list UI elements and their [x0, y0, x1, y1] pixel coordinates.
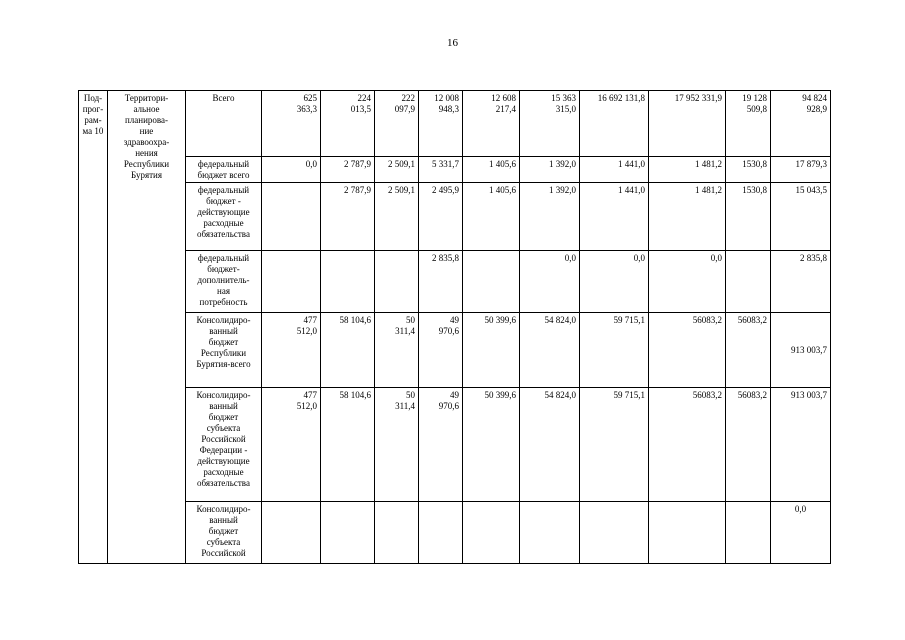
- value-cell: [726, 502, 771, 564]
- value-cell: 222 097,9: [375, 91, 419, 157]
- row-category: Консолидиро- ванный бюджет Республики Бурятия-всего: [186, 313, 262, 388]
- value-cell: [649, 502, 726, 564]
- value-cell: 49 970,6: [419, 313, 463, 388]
- budget-table: [78, 90, 831, 564]
- value-cell: 2 495,9: [419, 183, 463, 251]
- value-cell: 477 512,0: [262, 388, 321, 502]
- value-cell: 2 835,8: [419, 251, 463, 313]
- value-cell: 12 008 948,3: [419, 91, 463, 157]
- subprogram-name-cell: Территори- альное планирова- ние здравоохра- нения Республики Бурятия: [108, 91, 186, 564]
- value-cell: [726, 251, 771, 313]
- value-cell: 0,0: [580, 251, 649, 313]
- value-cell: 16 692 131,8: [580, 91, 649, 157]
- value-cell: [520, 502, 580, 564]
- value-cell: 1 481,2: [649, 183, 726, 251]
- value-cell: 1 392,0: [520, 157, 580, 183]
- value-cell: 1 441,0: [580, 183, 649, 251]
- value-cell: 50 311,4: [375, 313, 419, 388]
- value-cell: [463, 251, 520, 313]
- value-cell: [321, 502, 375, 564]
- value-cell: [375, 251, 419, 313]
- value-cell: [375, 502, 419, 564]
- value-cell: 1 405,6: [463, 183, 520, 251]
- value-cell: [321, 251, 375, 313]
- value-cell: 1 441,0: [580, 157, 649, 183]
- value-cell: [262, 251, 321, 313]
- table-row: [79, 388, 831, 502]
- value-cell: 50 311,4: [375, 388, 419, 502]
- table-row: [79, 502, 831, 564]
- value-cell: 0,0: [262, 157, 321, 183]
- value-cell: 625 363,3: [262, 91, 321, 157]
- value-cell: 54 824,0: [520, 388, 580, 502]
- page-number: 16: [447, 37, 458, 49]
- value-cell: 54 824,0: [520, 313, 580, 388]
- value-cell: 1 392,0: [520, 183, 580, 251]
- row-category: федеральный бюджет - действующие расходные обязательства: [186, 183, 262, 251]
- row-category: Консолидиро- ванный бюджет субъекта Российской: [186, 502, 262, 564]
- row-category: Консолидиро- ванный бюджет субъекта Российской Федерации - действующие расходные обязательства: [186, 388, 262, 502]
- value-cell: 913 003,7: [771, 388, 831, 502]
- value-cell: 1 405,6: [463, 157, 520, 183]
- value-cell: [262, 502, 321, 564]
- value-cell: 0,0: [771, 502, 831, 564]
- value-cell: 58 104,6: [321, 388, 375, 502]
- value-cell: 5 331,7: [419, 157, 463, 183]
- value-cell: 50 399,6: [463, 388, 520, 502]
- subprogram-code-cell: Под- прог- рам- ма 10: [79, 91, 108, 564]
- value-cell: [580, 502, 649, 564]
- value-cell: 56083,2: [649, 313, 726, 388]
- value-cell: 2 787,9: [321, 183, 375, 251]
- value-cell: [463, 502, 520, 564]
- value-cell: 0,0: [649, 251, 726, 313]
- value-cell: [262, 183, 321, 251]
- value-cell: 17 952 331,9: [649, 91, 726, 157]
- value-cell: 12 608 217,4: [463, 91, 520, 157]
- table-row: [79, 183, 831, 251]
- row-category: федеральный бюджет- дополнитель- ная потребность: [186, 251, 262, 313]
- value-cell: 2 509,1: [375, 157, 419, 183]
- value-cell: 1 481,2: [649, 157, 726, 183]
- value-cell: 15 043,5: [771, 183, 831, 251]
- value-cell: 0,0: [520, 251, 580, 313]
- value-cell: [419, 502, 463, 564]
- value-cell: 56083,2: [726, 313, 771, 388]
- table-row: [79, 313, 831, 388]
- value-cell: 1530,8: [726, 157, 771, 183]
- value-cell: 58 104,6: [321, 313, 375, 388]
- table-row: [79, 251, 831, 313]
- value-cell: 49 970,6: [419, 388, 463, 502]
- value-cell: 56083,2: [726, 388, 771, 502]
- value-cell: 2 509,1: [375, 183, 419, 251]
- value-cell: 59 715,1: [580, 313, 649, 388]
- value-cell: 17 879,3: [771, 157, 831, 183]
- table-row: [79, 91, 831, 157]
- value-cell: 224 013,5: [321, 91, 375, 157]
- row-category: федеральный бюджет всего: [186, 157, 262, 183]
- value-cell: 1530,8: [726, 183, 771, 251]
- value-cell: 50 399,6: [463, 313, 520, 388]
- value-cell: 56083,2: [649, 388, 726, 502]
- value-cell: 2 835,8: [771, 251, 831, 313]
- value-cell: 913 003,7: [771, 313, 831, 388]
- value-cell: 15 363 315,0: [520, 91, 580, 157]
- value-cell: 19 128 509,8: [726, 91, 771, 157]
- value-cell: 477 512,0: [262, 313, 321, 388]
- table-row: [79, 157, 831, 183]
- value-cell: 59 715,1: [580, 388, 649, 502]
- value-cell: 2 787,9: [321, 157, 375, 183]
- value-cell: 94 824 928,9: [771, 91, 831, 157]
- row-category: Всего: [186, 91, 262, 157]
